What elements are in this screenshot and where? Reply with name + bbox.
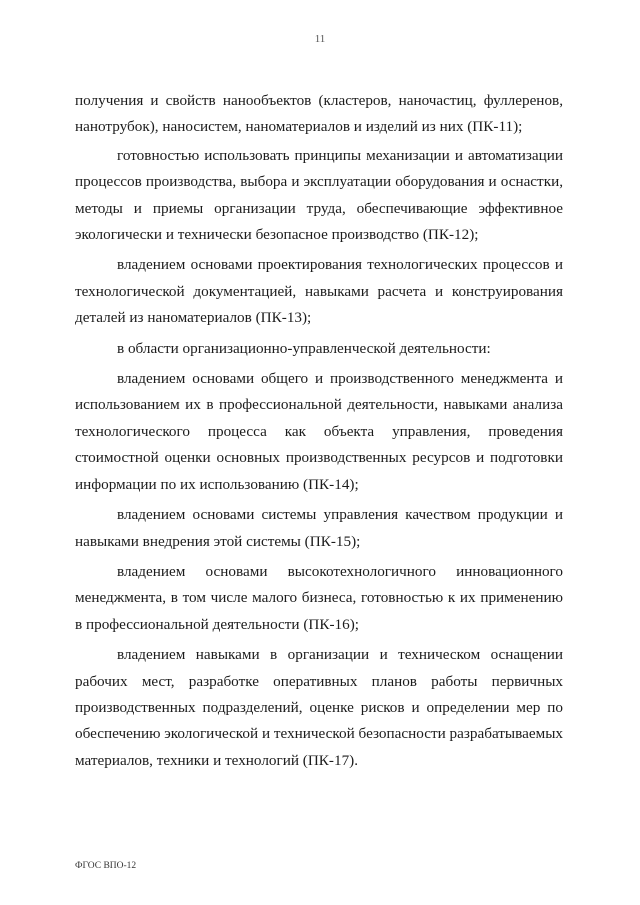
paragraph-pk11-continuation: получения и свойств нанообъектов (кластеров, наночастиц, фуллеренов, нанотрубок), наносистем, наноматериалов и изделий из них (ПК-11); (75, 92, 563, 136)
document-body (75, 88, 563, 774)
paragraph-pk16: владением основами высокотехнологичного инновационного менеджмента, в том числе малого бизнеса, готовностью к их применению в профессиональной деятельности (ПК-16); (75, 562, 563, 633)
paragraph-pk12: готовностью использовать принципы механизации и автоматизации процессов производства, выбора и эксплуатации оборудования и оснастки, методы и приемы организации труда, обеспечивающие эффективное экологически и технически безопасное производство (ПК-12); (75, 146, 563, 244)
section-heading-management: в области организационно-управленческой деятельности: (117, 339, 491, 357)
paragraph-pk13: владением основами проектирования технологических процессов и технологической документацией, навыками расчета и конструирования деталей из наноматериалов (ПК-13); (75, 256, 563, 327)
page-number: 11 (314, 33, 326, 45)
paragraph-pk14: владением основами общего и производственного менеджмента и использованием их в профессиональной деятельности, навыками анализа технологического процесса как объекта управления, проведения стоимостной оценки основных производственных ресурсов и подготовки информации по их использованию (ПК-14); (75, 370, 563, 493)
footer-label: ФГОС ВПО-12 (75, 861, 137, 871)
paragraph-pk15: владением основами системы управления качеством продукции и навыками внедрения этой системы (ПК-15); (75, 506, 563, 550)
paragraph-pk17: владением навыками в организации и техническом оснащении рабочих мест, разработке оперативных планов работы первичных производственных подразделений, оценке рисков и определении мер по обеспечению экологической и технической безопасности разрабатываемых материалов, техники и технологий (ПК-17). (75, 646, 563, 769)
